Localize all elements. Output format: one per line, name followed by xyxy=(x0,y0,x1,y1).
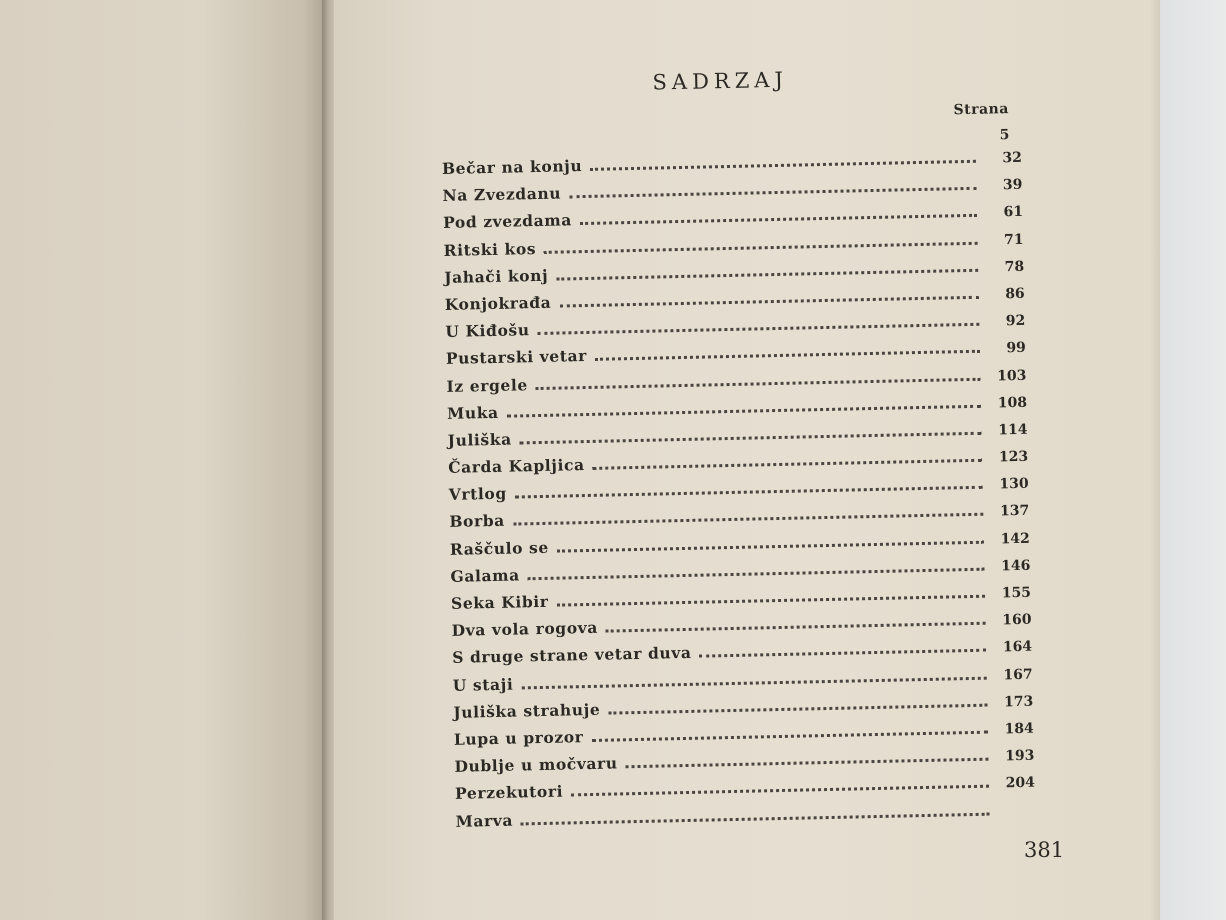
toc-entry-page: 142 xyxy=(1000,530,1031,547)
dot-leader xyxy=(591,730,987,742)
toc-entry-page: 204 xyxy=(1005,775,1036,792)
toc-entry-page: 130 xyxy=(999,476,1029,493)
dot-leader xyxy=(513,512,983,526)
left-page xyxy=(0,0,330,920)
toc-entry-title: U staji xyxy=(452,674,514,695)
toc-entry-page: 146 xyxy=(1001,557,1031,575)
toc-entry-title: Dva vola rogova xyxy=(451,618,599,641)
dot-leader xyxy=(608,702,987,714)
dot-leader xyxy=(559,295,978,308)
toc-entry-title: Jahači konj xyxy=(444,265,549,287)
dot-leader xyxy=(626,757,989,769)
toc-entry-title: Čarda Kapljica xyxy=(448,455,585,477)
dot-leader xyxy=(544,240,978,253)
toc-entry-title: Bečar na konju xyxy=(441,156,583,178)
dot-leader xyxy=(528,567,985,581)
toc-entry-title: Ritski kos xyxy=(443,238,537,260)
toc-entry-title: Galama xyxy=(450,565,520,586)
toc-entry-page: 78 xyxy=(1004,258,1025,275)
toc-entry-page: 164 xyxy=(1002,639,1033,656)
dot-leader xyxy=(700,648,987,658)
toc-entry-page: 123 xyxy=(998,448,1029,466)
dot-leader xyxy=(538,322,980,335)
toc-entry-page xyxy=(996,814,1036,815)
toc-entry-page: 173 xyxy=(1003,693,1034,711)
toc-entry-title: Konjokrađa xyxy=(444,292,552,314)
toc-entry-page: 160 xyxy=(1002,611,1032,629)
toc-entry-title: S druge strane vetar duva xyxy=(452,643,692,668)
dot-leader xyxy=(557,594,985,607)
toc-entry-page: 137 xyxy=(999,503,1030,520)
dot-leader xyxy=(521,811,990,825)
dot-leader xyxy=(536,376,981,389)
table-of-contents xyxy=(440,62,1096,839)
toc-entries xyxy=(442,146,1096,839)
toc-entry-page: 61 xyxy=(1003,204,1024,221)
dot-leader xyxy=(521,675,986,689)
toc-entry-page: 108 xyxy=(997,394,1028,412)
toc-entry-title: Dublje u močvaru xyxy=(454,753,618,776)
toc-entry-title: Vrtlog xyxy=(448,483,508,505)
dot-leader xyxy=(515,485,983,499)
toc-entry-title: Na Zvezdanu xyxy=(442,183,562,206)
toc-entry-page: 86 xyxy=(1005,285,1025,303)
toc-entry-title: Juliška xyxy=(447,429,512,450)
toc-entry-title: Borba xyxy=(449,511,506,532)
page-number: 381 xyxy=(1024,838,1065,862)
toc-entry-title: Muka xyxy=(446,402,499,423)
toc-entry-title: Juliška strahuje xyxy=(453,699,601,722)
toc-entry-title: Raščulo se xyxy=(449,537,550,559)
toc-entry-page: 114 xyxy=(998,421,1028,439)
toc-entry-page: 71 xyxy=(1003,231,1024,248)
dot-leader xyxy=(593,458,983,470)
backdrop xyxy=(1160,0,1226,920)
dot-leader xyxy=(590,159,976,171)
toc-entry-title: Perzekutori xyxy=(454,781,564,804)
toc-entry-page: 193 xyxy=(1004,747,1035,765)
dot-leader xyxy=(595,349,980,361)
toc-entry-title: Iz ergele xyxy=(446,374,529,396)
toc-entry-page: 184 xyxy=(1004,720,1034,738)
toc-entry-page: 99 xyxy=(1006,340,1027,357)
toc-entry-title: Pod zvezdama xyxy=(442,210,573,233)
dot-leader xyxy=(606,621,986,633)
dot-leader xyxy=(507,403,981,417)
page-title: SADRZAJ xyxy=(652,67,789,95)
page-column-header: Strana xyxy=(953,101,1010,119)
toc-entry-page: 32 xyxy=(1002,149,1023,167)
toc-entry-title: Seka Kibir xyxy=(450,591,549,613)
toc-entry-page: 155 xyxy=(1001,584,1032,602)
dot-leader xyxy=(571,784,989,797)
toc-entry-page: 92 xyxy=(1005,312,1026,330)
toc-entry-title: Lupa u prozor xyxy=(453,727,584,749)
dot-leader xyxy=(580,213,977,225)
toc-entry-title: U Kiđošu xyxy=(445,320,530,342)
toc-entry-title: Marva xyxy=(455,810,514,831)
dot-leader xyxy=(569,186,976,199)
dot-leader xyxy=(557,539,984,552)
dot-leader xyxy=(556,268,978,281)
dot-leader xyxy=(520,431,982,445)
toc-entry-title: Pustarski vetar xyxy=(445,346,588,369)
toc-entry-page: 103 xyxy=(997,367,1027,384)
first-page-number: 5 xyxy=(999,127,1010,144)
toc-entry-page: 167 xyxy=(1003,666,1033,683)
toc-entry-page: 39 xyxy=(1002,177,1023,194)
